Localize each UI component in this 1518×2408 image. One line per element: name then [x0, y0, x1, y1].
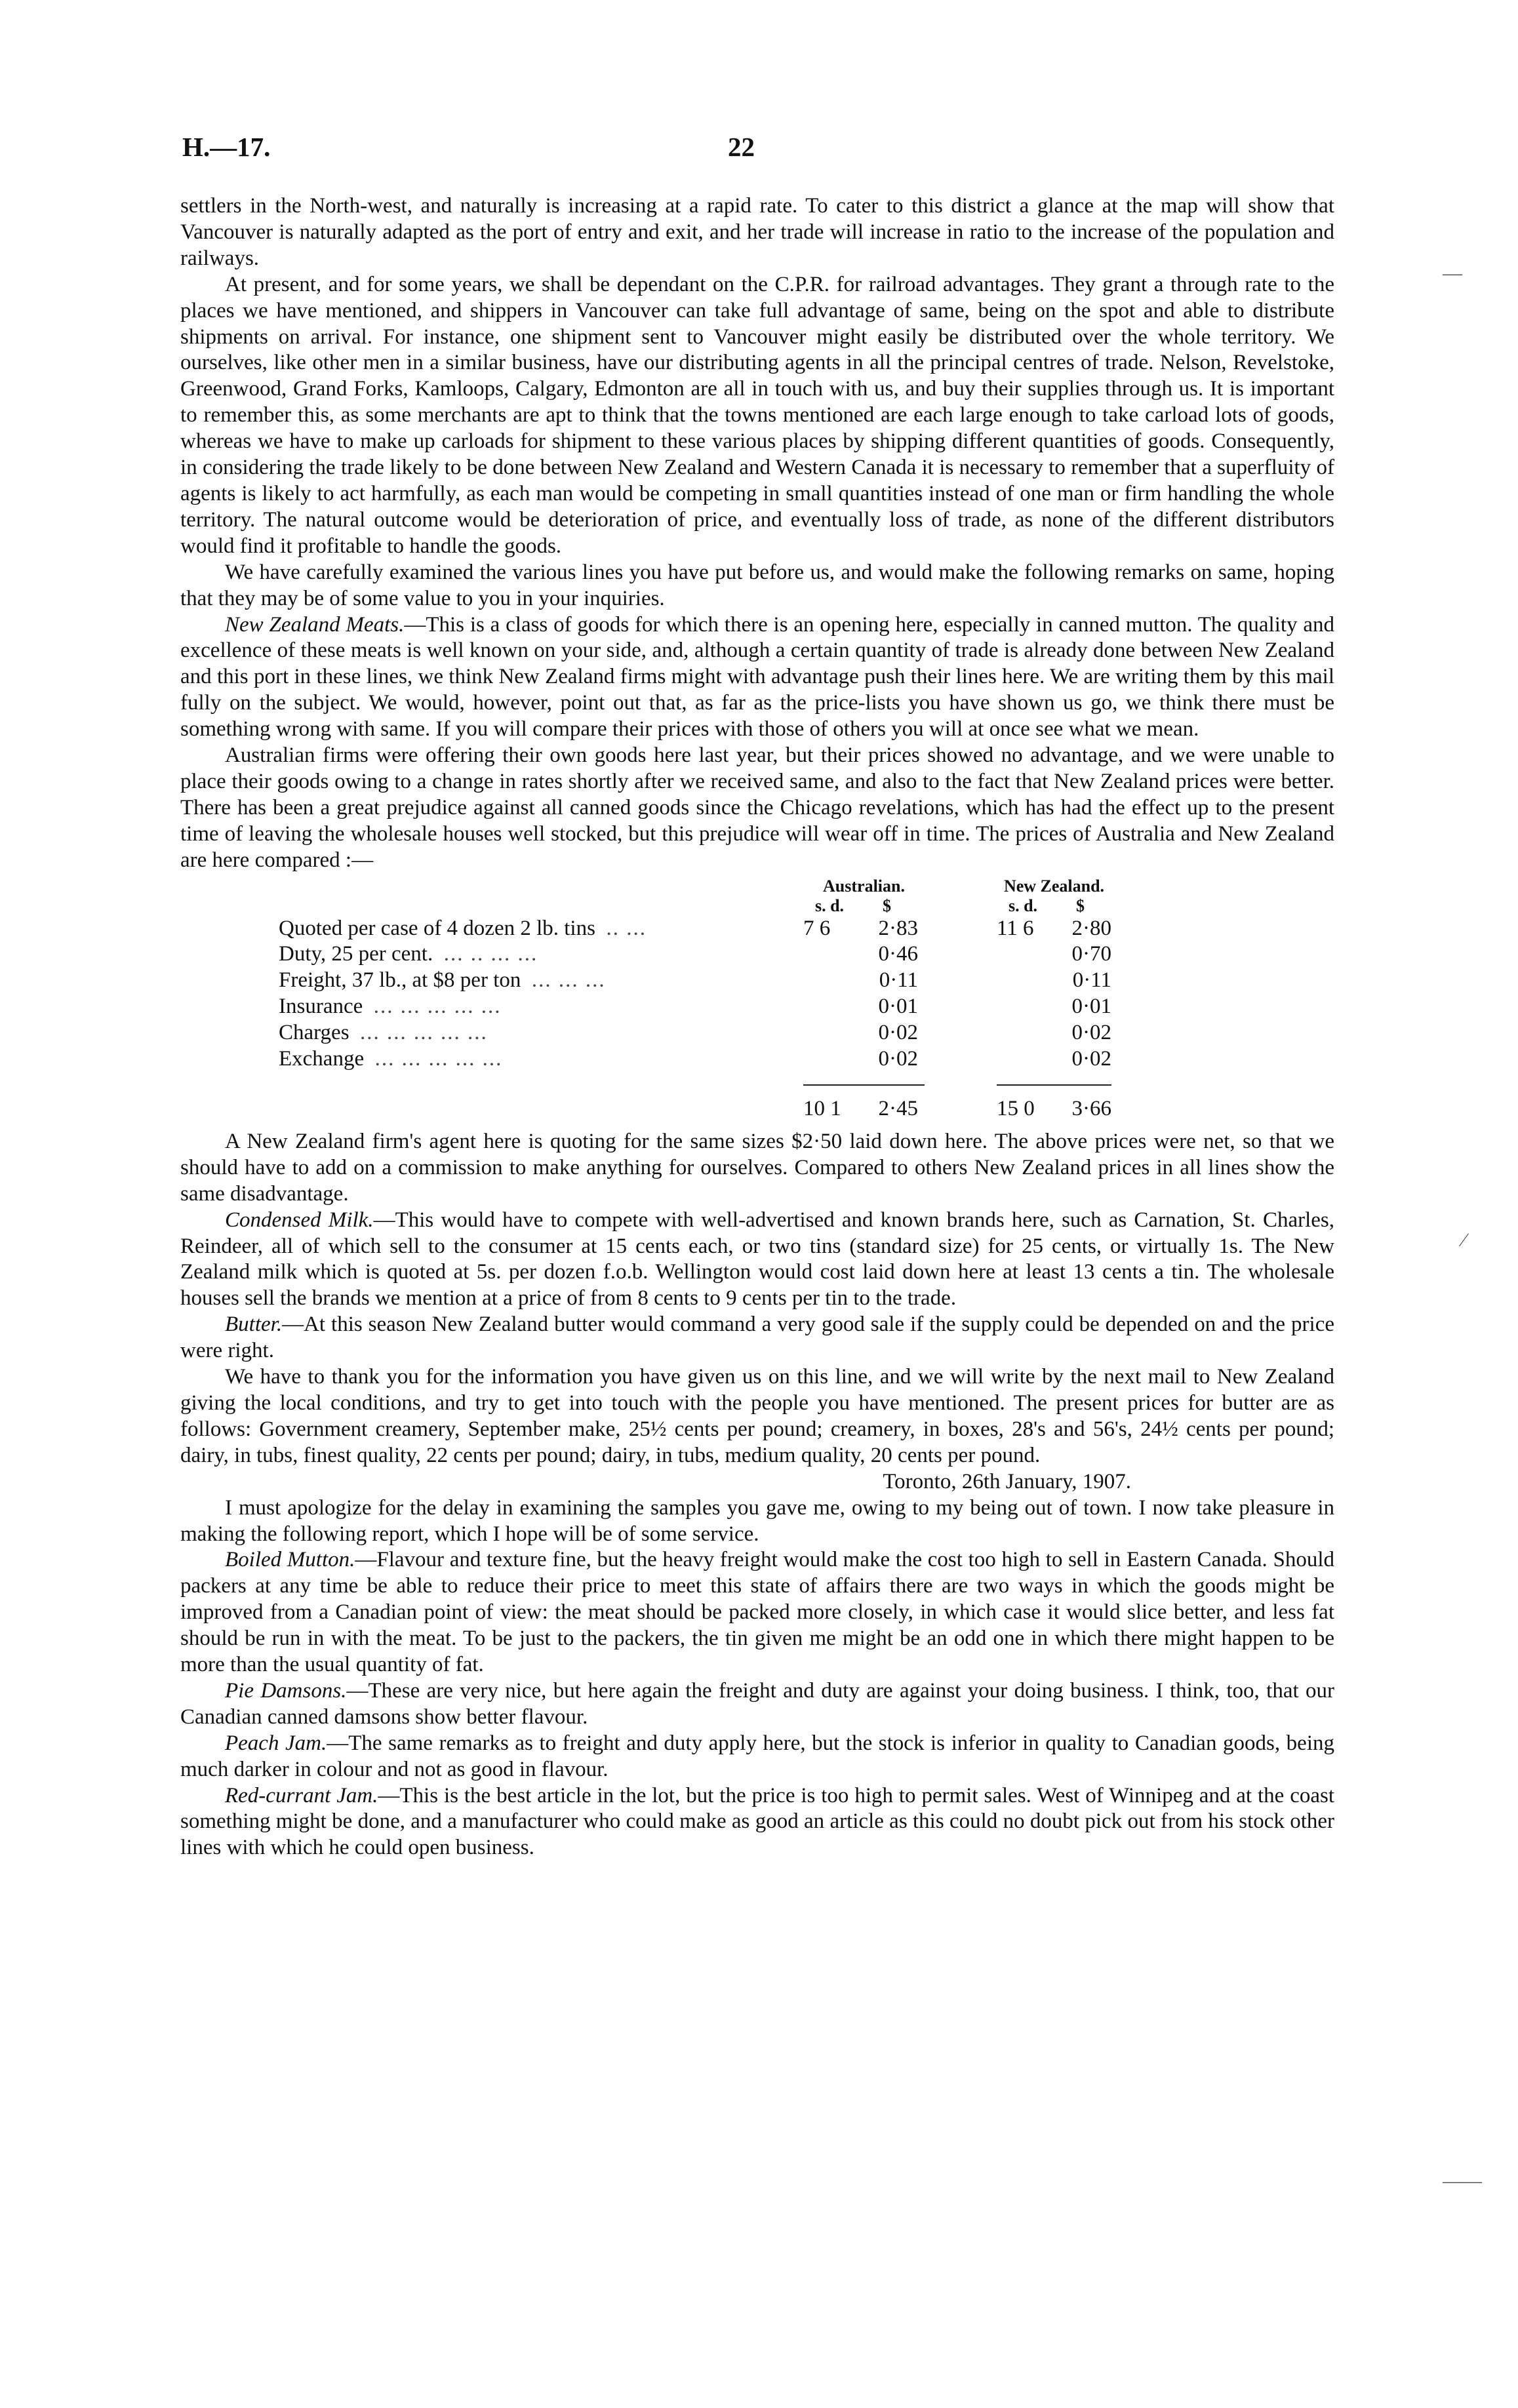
meats-text: —This is a class of goods for which there is an opening here, especially in canned mutton. The quality and excellence of these meats is well known on your side, and, although a certain quantity of trade is already done between New Zealand and this port in these lines, we think New Zealand firms might with advantage push their lines here. We are writing them by this mail fully on the subject. We would, however, point out that, as far as the price-lists you have shown us go, we think there must be something wrong with same. If you will compare their prices with those of others you will at once see what we mean. — [180, 612, 1334, 741]
mutton-text: —Flavour and texture fine, but the heavy freight would make the cost too high to sell in Eastern Canada. Should packers at any time be able to reduce their price to meet this state of affairs there are two ways in which the goods might be improved from a Canadian point of view: the meat should be packed more closely, in which case it would slice better, and less fat should be run in with the meat. To be just to the packers, the tin given me might be an odd one in which there might happen to be more than the usual quantity of fat. — [180, 1548, 1334, 1677]
row-label: Exchange — [279, 1047, 365, 1071]
row-label: Freight, 37 lb., at $8 per ton — [279, 968, 521, 993]
leader-dots: ... .. ... ... — [443, 942, 538, 966]
nz-sd-value — [997, 968, 1049, 994]
leader-dots: ... ... ... — [531, 968, 606, 993]
paragraph-meats — [180, 612, 1334, 743]
nz-dollar-value: 0·11 — [1072, 968, 1111, 993]
row-label: Duty, 25 per cent. — [279, 942, 433, 966]
section-heading-meats: New Zealand Meats. — [225, 612, 405, 637]
section-heading-mutton: Boiled Mutton. — [225, 1548, 355, 1572]
table-row — [279, 994, 1111, 1020]
table-row — [279, 1046, 1111, 1073]
nz-dollar-value: 0·01 — [1071, 995, 1111, 1019]
dateline: Toronto, 26th January, 1907. — [883, 1469, 1131, 1493]
nz-sd-value — [997, 1046, 1049, 1073]
aus-sd-value — [803, 968, 856, 994]
page-body — [180, 193, 1334, 1861]
nz-sd-total: 15 0 — [997, 1097, 1035, 1120]
row-label: Insurance — [279, 995, 363, 1019]
paragraph-red-currant-jam — [180, 1783, 1334, 1862]
nz-dollar-value: 0·70 — [1071, 942, 1111, 966]
paragraph-boiled-mutton — [180, 1547, 1334, 1678]
row-label: Charges — [279, 1021, 350, 1045]
aus-sd-header: s. d. — [814, 896, 845, 915]
margin-pencil-mark: ⁄ — [1462, 1229, 1466, 1251]
table-row — [279, 941, 1111, 968]
aus-sd-value: 7 6 — [803, 916, 831, 940]
paragraph-thanks: We have to thank you for the information you have given us on this line, and we will write by the next mail to New Zealand giving the local conditions, and try to get into touch with the people you have mentioned. The present prices for butter are as follows: Government creamery, September make, 25½ cents per pound; creamery, in boxes, 28's and 56's, 24½ cents per pound; dairy, in tubs, finest quality, 22 cents per pound; dairy, in tubs, medium quality, 20 cents per pound. — [180, 1365, 1334, 1467]
redcurrant-text: —This is the best article in the lot, but the price is too high to permit sales. West of Winnipeg and at the coast something might be done, and a manufacturer who could make as good an article as this could no doubt pick out from his stock other lines with which he could open business. — [180, 1783, 1334, 1860]
paragraph-butter — [180, 1312, 1334, 1364]
aus-sd-value — [803, 1046, 856, 1073]
nz-dollar-header: $ — [1076, 896, 1085, 915]
page-number: 22 — [728, 132, 755, 162]
aus-dollar-value: 0·02 — [878, 1021, 918, 1045]
nz-sd-value — [997, 941, 1049, 968]
section-heading-butter: Butter. — [225, 1313, 283, 1337]
aus-dollar-value: 0·46 — [878, 942, 918, 966]
section-heading-damsons: Pie Damsons. — [225, 1678, 347, 1703]
paragraph-australian: Australian firms were offering their own goods here last year, but their prices showed no advantage, and we were unable to place their goods owing to a change in rates shortly after we received same, and also to the fact that New Zealand prices were better. There has been a great prejudice against all canned goods since the Chicago revelations, which has had the effect up to the present time of leaving the wholesale houses well stocked, but this prejudice will wear off in time. The prices of Australia and New Zealand are here compared :— — [180, 743, 1334, 872]
paragraph-apology: I must apologize for the delay in examining the samples you gave me, owing to my being out of town. I now take pleasure in making the following report, which I hope will be of some service. — [180, 1495, 1334, 1546]
aus-sd-value — [803, 1020, 856, 1046]
aus-sd-total: 10 1 — [803, 1097, 841, 1120]
nz-dollar-value: 0·02 — [1071, 1047, 1111, 1071]
paragraph-examined: We have carefully examined the various lines you have put before us, and would make the following remarks on same, hoping that they may be of some value to you in your inquiries. — [180, 560, 1334, 610]
nz-dollar-value: 0·02 — [1071, 1021, 1111, 1045]
paragraph-railroad: At present, and for some years, we shall be dependant on the C.P.R. for railroad advantages. They grant a through rate to the places we have mentioned, and shippers in Vancouver can take full advantage of same, being on the spot and able to distribute shipments on arrival. For instance, one shipment sent to Vancouver might easily be distributed over the whole territory. We ourselves, like other men in a similar business, have our distributing agents in all the principal centres of trade. Nelson, Revelstoke, Greenwood, Grand Forks, Kamloops, Calgary, Edmonton are all in touch with us, and buy their supplies through us. It is important to remember this, as some merchants are apt to think that the towns mentioned are each large enough to take carload lots of goods, whereas we have to make up carloads for shipment to these various places by shipping different quantities of goods. Consequently, in considering the trade likely to be done between New Zealand and Western Canada it is necessary to remember that a superfluity of agents is likely to act harmfully, as each man would be competing in small quantities instead of one man or firm handling the whole territory. The natural outcome would be deterioration of price, and eventually loss of trade, as none of the different distributors would find it profitable to handle the goods. — [180, 272, 1334, 558]
table-header-row — [279, 877, 1111, 896]
table-row — [279, 1020, 1111, 1046]
table-subheader-row — [279, 896, 1111, 916]
aus-sd-value — [803, 941, 856, 968]
nz-sd-header: s. d. — [1008, 896, 1038, 915]
paragraph-condensed-milk — [180, 1208, 1334, 1313]
leader-dots: ... ... ... ... ... — [374, 1047, 503, 1071]
nz-sd-value — [997, 1020, 1049, 1046]
aus-dollar-header: $ — [883, 896, 891, 915]
paragraph-settlers: settlers in the North-west, and naturally is increasing at a rapid rate. To cater to this district a glance at the map will show that Vancouver is naturally adapted as the port of entry and exit, and her trade will increase in ratio to the increase of the population and railways. — [180, 194, 1334, 270]
milk-text: —This would have to compete with well-advertised and known brands here, such as Carnation, St. Charles, Reindeer, all of which sell to the consumer at 15 cents each, or two tins (standard size) for 25 cents, or virtually 1s. The New Zealand milk which is quoted at 5s. per dozen f.o.b. Wellington would cost laid down here at least 13 cents a tin. The wholesale houses sell the brands we mention at a price of from 8 cents to 9 cents per tin to the trade. — [180, 1208, 1334, 1311]
table-total-row — [279, 1085, 1111, 1122]
nz-dollar-value: 2·80 — [1071, 916, 1111, 940]
row-label: Quoted per case of 4 dozen 2 lb. tins — [279, 916, 595, 940]
section-heading-redcurrant: Red-currant Jam. — [225, 1783, 378, 1807]
aus-sd-value — [803, 994, 856, 1020]
leader-dots: .. ... — [606, 916, 647, 940]
table-row — [279, 968, 1111, 994]
paragraph-peach-jam — [180, 1731, 1334, 1783]
document-reference: H.—17. — [182, 132, 271, 162]
section-heading-peach: Peach Jam. — [225, 1731, 327, 1755]
col-new-zealand: New Zealand. — [1003, 876, 1105, 896]
aus-dollar-value: 2·83 — [878, 916, 918, 940]
paragraph-pie-damsons — [180, 1678, 1334, 1731]
paragraph-agent-quote: A New Zealand firm's agent here is quoting for the same sizes $2·50 laid down here. The above prices were net, so that we should have to add on a commission to make anything for ourselves. Compared to others New Zealand prices in all lines show the same disadvantage. — [180, 1129, 1334, 1206]
aus-dollar-total: 2·45 — [878, 1097, 918, 1120]
aus-dollar-value: 0·01 — [878, 995, 918, 1019]
page-header — [177, 131, 1338, 170]
col-australian: Australian. — [823, 876, 905, 896]
damsons-text: —These are very nice, but here again the freight and duty are against your doing business. I think, too, that our Canadian canned damsons show better flavour. — [180, 1678, 1334, 1729]
aus-dollar-value: 0·02 — [878, 1047, 918, 1071]
table-total-rule — [279, 1073, 1111, 1085]
price-comparison-table — [279, 877, 1111, 1122]
aus-dollar-value: 0·11 — [879, 968, 918, 993]
section-heading-milk: Condensed Milk. — [225, 1208, 374, 1232]
leader-dots: ... ... ... ... ... — [360, 1021, 488, 1045]
nz-sd-value: 11 6 — [997, 916, 1034, 940]
peach-text: —The same remarks as to freight and duty apply here, but the stock is inferior in quality to Canadian goods, being much darker in colour and not as good in flavour. — [180, 1731, 1334, 1781]
table-row — [279, 916, 1111, 942]
leader-dots: ... ... ... ... ... — [373, 995, 502, 1019]
nz-sd-value — [997, 994, 1049, 1020]
margin-pencil-mark: —— — [1443, 2170, 1482, 2192]
nz-dollar-total: 3·66 — [1071, 1097, 1111, 1120]
butter-text: —At this season New Zealand butter would command a very good sale if the supply could be depended on and the price were right. — [180, 1313, 1334, 1363]
margin-pencil-mark: — — [1443, 262, 1462, 284]
